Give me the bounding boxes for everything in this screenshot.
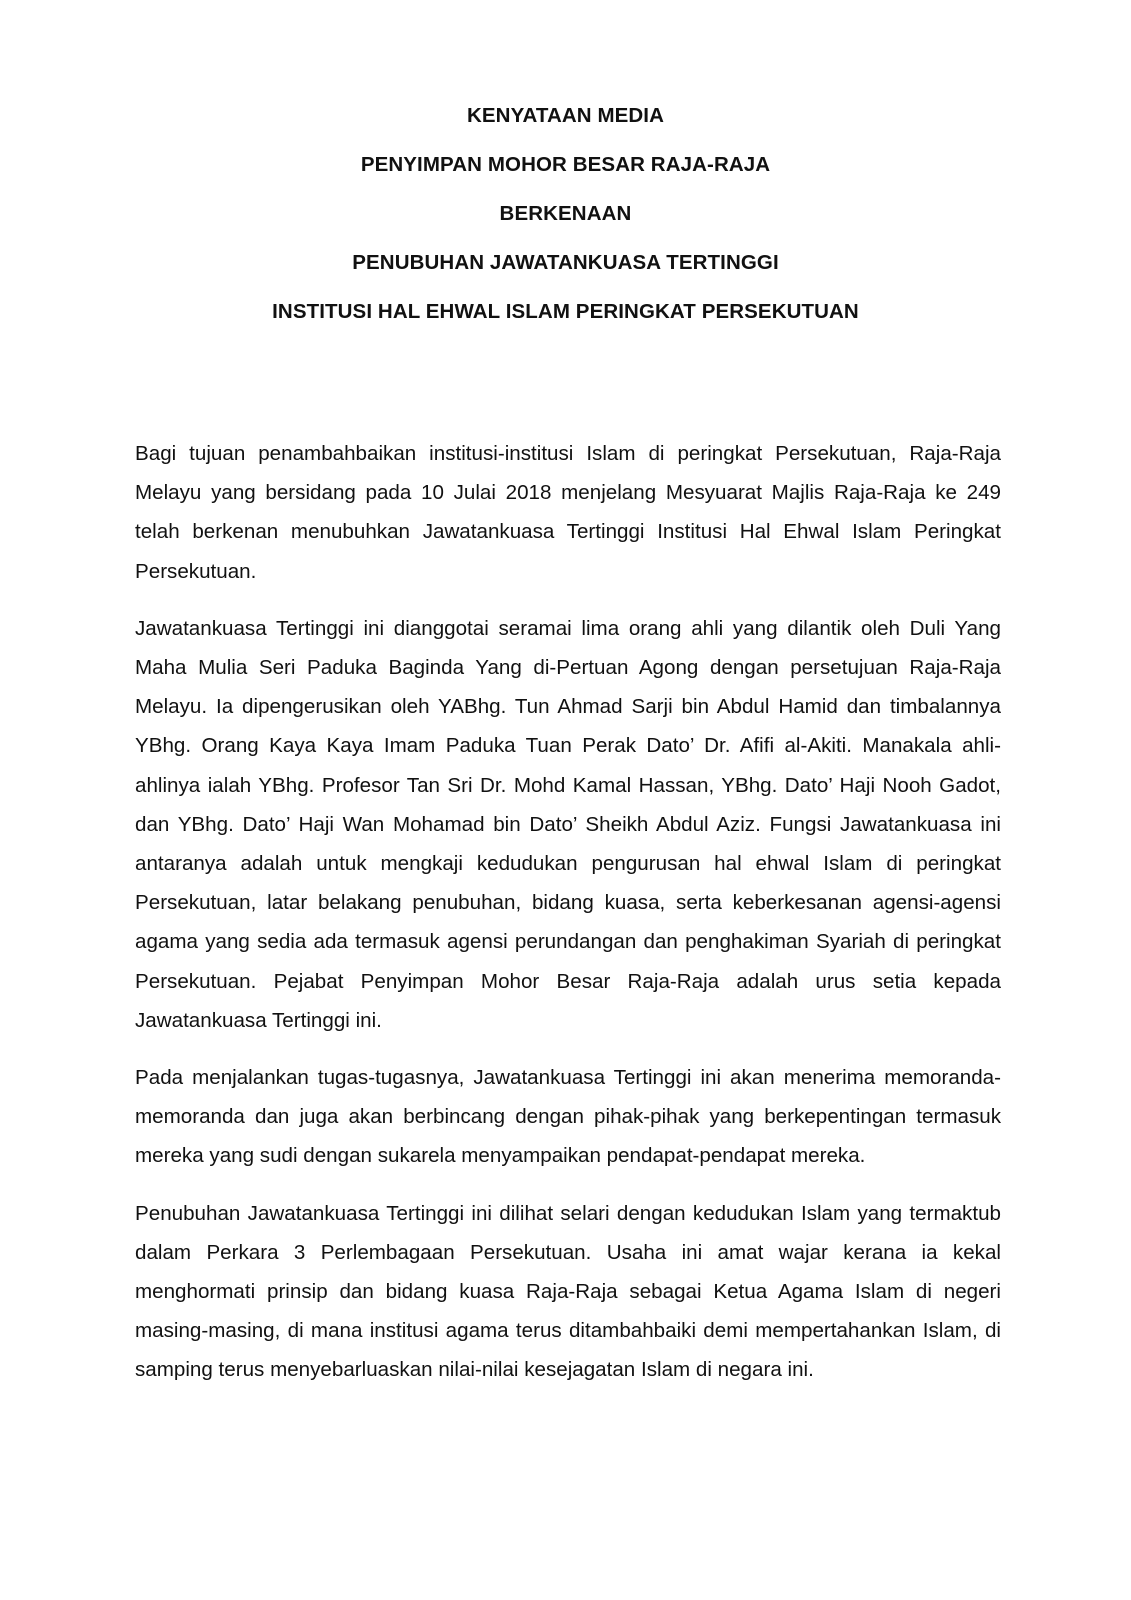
title-line-subject-1: PENUBUHAN JAWATANKUASA TERTINGGI — [352, 251, 779, 274]
paragraph-2: Jawatankuasa Tertinggi ini dianggotai seramai lima orang ahli yang dilantik oleh Duli Yang Maha Mulia Seri Paduka Baginda Yang di-Pertuan Agong dengan persetujuan Raja-Raja Melayu. Ia dipengerusikan oleh YABhg. Tun Ahmad Sarji bin Abdul Hamid dan timbalannya YBhg. Orang Kaya Kaya Imam Paduka Tuan Perak Dato’ Dr. Afifi al-Akiti. Manakala ahli-ahlinya ialah YBhg. Profesor Tan Sri Dr. Mohd Kamal Hassan, YBhg. Dato’ Haji Nooh Gadot, dan YBhg. Dato’ Haji Wan Mohamad bin Dato’ Sheikh Abdul Aziz. Fungsi Jawatankuasa ini antaranya adalah untuk mengkaji kedudukan pengurusan hal ehwal Islam di peringkat Persekutuan, latar belakang penubuhan, bidang kuasa, serta keberkesanan agensi-agensi agama yang sedia ada termasuk agensi perundangan dan penghakiman Syariah di peringkat Persekutuan. Pejabat Penyimpan Mohor Besar Raja-Raja adalah urus setia kepada Jawatankuasa Tertinggi ini. — [135, 616, 1001, 1032]
title-line-issuer: PENYIMPAN MOHOR BESAR RAJA-RAJA — [360, 153, 771, 176]
paragraph-3: Pada menjalankan tugas-tugasnya, Jawatankuasa Tertinggi ini akan menerima memoranda-memoranda dan juga akan berbincang dengan pihak-pihak yang berkepentingan termasuk mereka yang sudi dengan sukarela menyampaikan pendapat-pendapat mereka. — [135, 1066, 1001, 1168]
title-line-subject-2: INSTITUSI HAL EHWAL ISLAM PERINGKAT PERSEKUTUAN — [272, 300, 859, 323]
title-line-media-statement: KENYATAAN MEDIA — [466, 104, 665, 127]
title-line-regarding: BERKENAAN — [499, 202, 632, 225]
document-title — [0, 91, 1131, 336]
paragraph-4: Penubuhan Jawatankuasa Tertinggi ini dilihat selari dengan kedudukan Islam yang termaktub dalam Perkara 3 Perlembagaan Persekutuan. Usaha ini amat wajar kerana ia kekal menghormati prinsip dan bidang kuasa Raja-Raja sebagai Ketua Agama Islam di negeri masing-masing, di mana institusi agama terus ditambahbaiki demi mempertahankan Islam, di samping terus menyebarluaskan nilai-nilai kesejagatan Islam di negara ini. — [135, 1201, 1001, 1382]
paragraph-1: Bagi tujuan penambahbaikan institusi-institusi Islam di peringkat Persekutuan, Raja-Raja Melayu yang bersidang pada 10 Julai 2018 menjelang Mesyuarat Majlis Raja-Raja ke 249 telah berkenan menubuhkan Jawatankuasa Tertinggi Institusi Hal Ehwal Islam Peringkat Persekutuan. — [135, 442, 1001, 583]
document-body — [135, 434, 1001, 1408]
